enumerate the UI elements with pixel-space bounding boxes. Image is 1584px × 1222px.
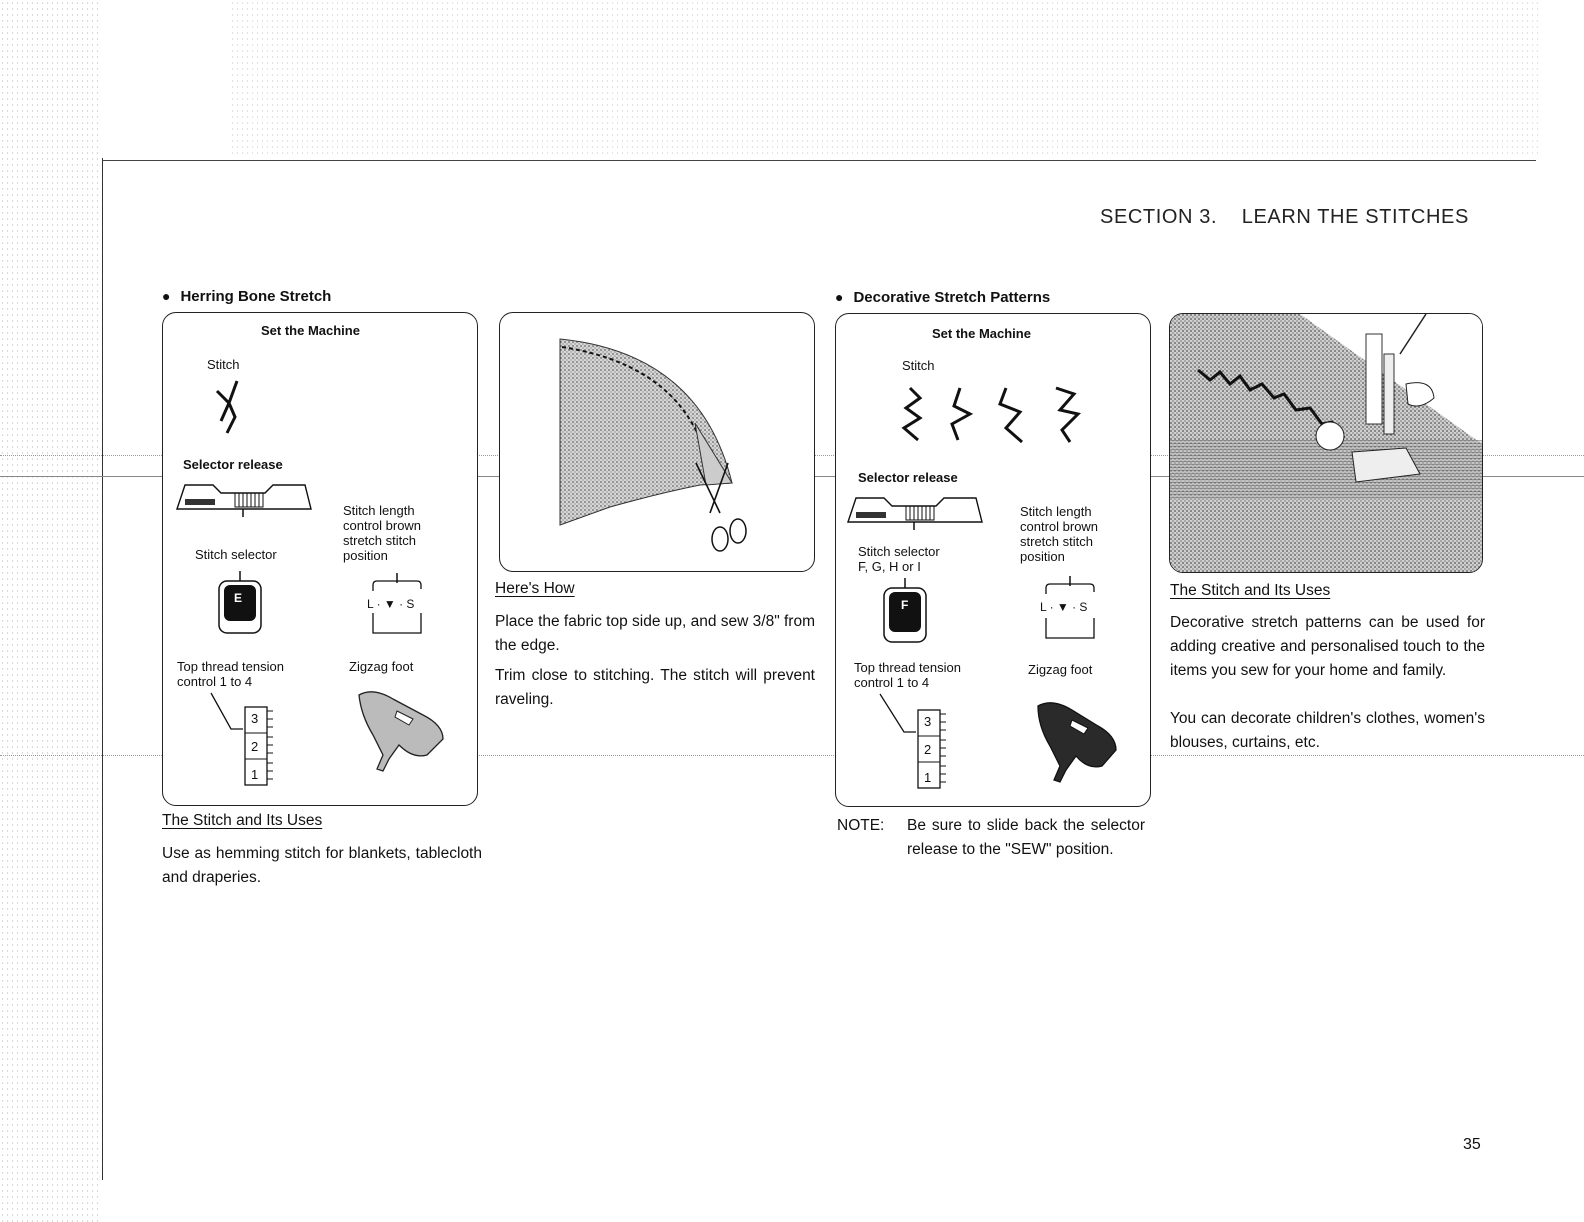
decorative-uses-title: The Stitch and Its Uses bbox=[1170, 582, 1331, 599]
note-label: NOTE: bbox=[837, 817, 885, 834]
tension-dial-icon bbox=[203, 689, 283, 789]
page-edge-line bbox=[102, 158, 103, 1180]
bullet: ● bbox=[162, 288, 171, 304]
stitch-length-dial-letters: L · ▼ · S bbox=[1040, 600, 1088, 614]
foot-label: Zigzag foot bbox=[349, 659, 414, 674]
fabric-trim-illustration bbox=[500, 313, 814, 571]
stitch-length-label: Stitch length control brown stretch stitch position bbox=[343, 503, 422, 563]
scan-noise-top bbox=[230, 0, 1540, 155]
presser-foot-icon bbox=[353, 685, 453, 775]
herringbone-stitch-icon bbox=[207, 377, 247, 437]
stitch-selector-label: Stitch selector bbox=[195, 547, 277, 562]
decorative-heading-text: Decorative Stretch Patterns bbox=[853, 289, 1051, 306]
stitch-label: Stitch bbox=[902, 358, 935, 373]
tension-label: Top thread tension control 1 to 4 bbox=[854, 660, 961, 690]
decorative-heading bbox=[835, 289, 1050, 306]
stitch-selector-letter: F bbox=[901, 598, 909, 612]
stitch-label: Stitch bbox=[207, 357, 240, 372]
section-title: SECTION 3. LEARN THE STITCHES bbox=[1100, 206, 1469, 228]
stitch-length-label: Stitch length control brown stretch stitch position bbox=[1020, 504, 1099, 564]
tension-number-2: 2 bbox=[251, 739, 259, 754]
herring-uses-text: Use as hemming stitch for blankets, tablecloth and draperies. bbox=[162, 845, 482, 886]
tension-number-1: 1 bbox=[924, 770, 932, 785]
tension-number-3: 3 bbox=[251, 711, 259, 726]
selector-release-label: Selector release bbox=[183, 457, 283, 472]
how-para-1: Place the fabric top side up, and sew 3/8" from the edge. bbox=[495, 613, 815, 654]
selector-release-icon bbox=[173, 479, 313, 519]
top-rule bbox=[102, 160, 1536, 161]
tension-label: Top thread tension control 1 to 4 bbox=[177, 659, 284, 689]
herring-heading bbox=[162, 288, 331, 305]
scan-noise-left bbox=[0, 0, 98, 1222]
tension-number-3: 3 bbox=[924, 714, 932, 729]
decorative-stitches-icon bbox=[896, 384, 1096, 448]
decorative-uses-p2: You can decorate children's clothes, women's blouses, curtains, etc. bbox=[1170, 710, 1485, 751]
herring-illustration-panel bbox=[499, 312, 815, 572]
herring-heading-text: Herring Bone Stretch bbox=[180, 288, 332, 305]
how-title: Here's How bbox=[495, 580, 575, 597]
stitch-selector-letter: E bbox=[234, 591, 243, 605]
page-number: 35 bbox=[1463, 1136, 1481, 1153]
decorative-uses-p1: Decorative stretch patterns can be used for adding creative and personalised touch to the items you sew for your home and family. bbox=[1170, 614, 1485, 679]
stitch-length-dial-letters: L · ▼ · S bbox=[367, 597, 415, 611]
selector-release-label: Selector release bbox=[858, 470, 958, 485]
decorative-illustration-panel bbox=[1169, 313, 1483, 573]
presser-foot-icon bbox=[1032, 696, 1122, 786]
herring-settings-panel bbox=[162, 312, 478, 806]
note-text: Be sure to slide back the selector release to the "SEW" position. bbox=[907, 817, 1145, 858]
sewing-machine-illustration bbox=[1170, 314, 1482, 572]
tension-number-2: 2 bbox=[924, 742, 932, 757]
decorative-settings-panel bbox=[835, 313, 1151, 807]
tension-dial-icon bbox=[876, 692, 956, 792]
herring-uses-title: The Stitch and Its Uses bbox=[162, 812, 323, 829]
foot-label: Zigzag foot bbox=[1028, 662, 1093, 677]
set-machine-label: Set the Machine bbox=[261, 323, 360, 338]
tension-number-1: 1 bbox=[251, 767, 259, 782]
bullet: ● bbox=[835, 289, 844, 305]
stitch-selector-label: Stitch selector F, G, H or I bbox=[858, 544, 940, 574]
set-machine-label: Set the Machine bbox=[932, 326, 1031, 341]
selector-release-icon bbox=[844, 492, 984, 532]
how-para-2: Trim close to stitching. The stitch will prevent raveling. bbox=[495, 667, 815, 708]
